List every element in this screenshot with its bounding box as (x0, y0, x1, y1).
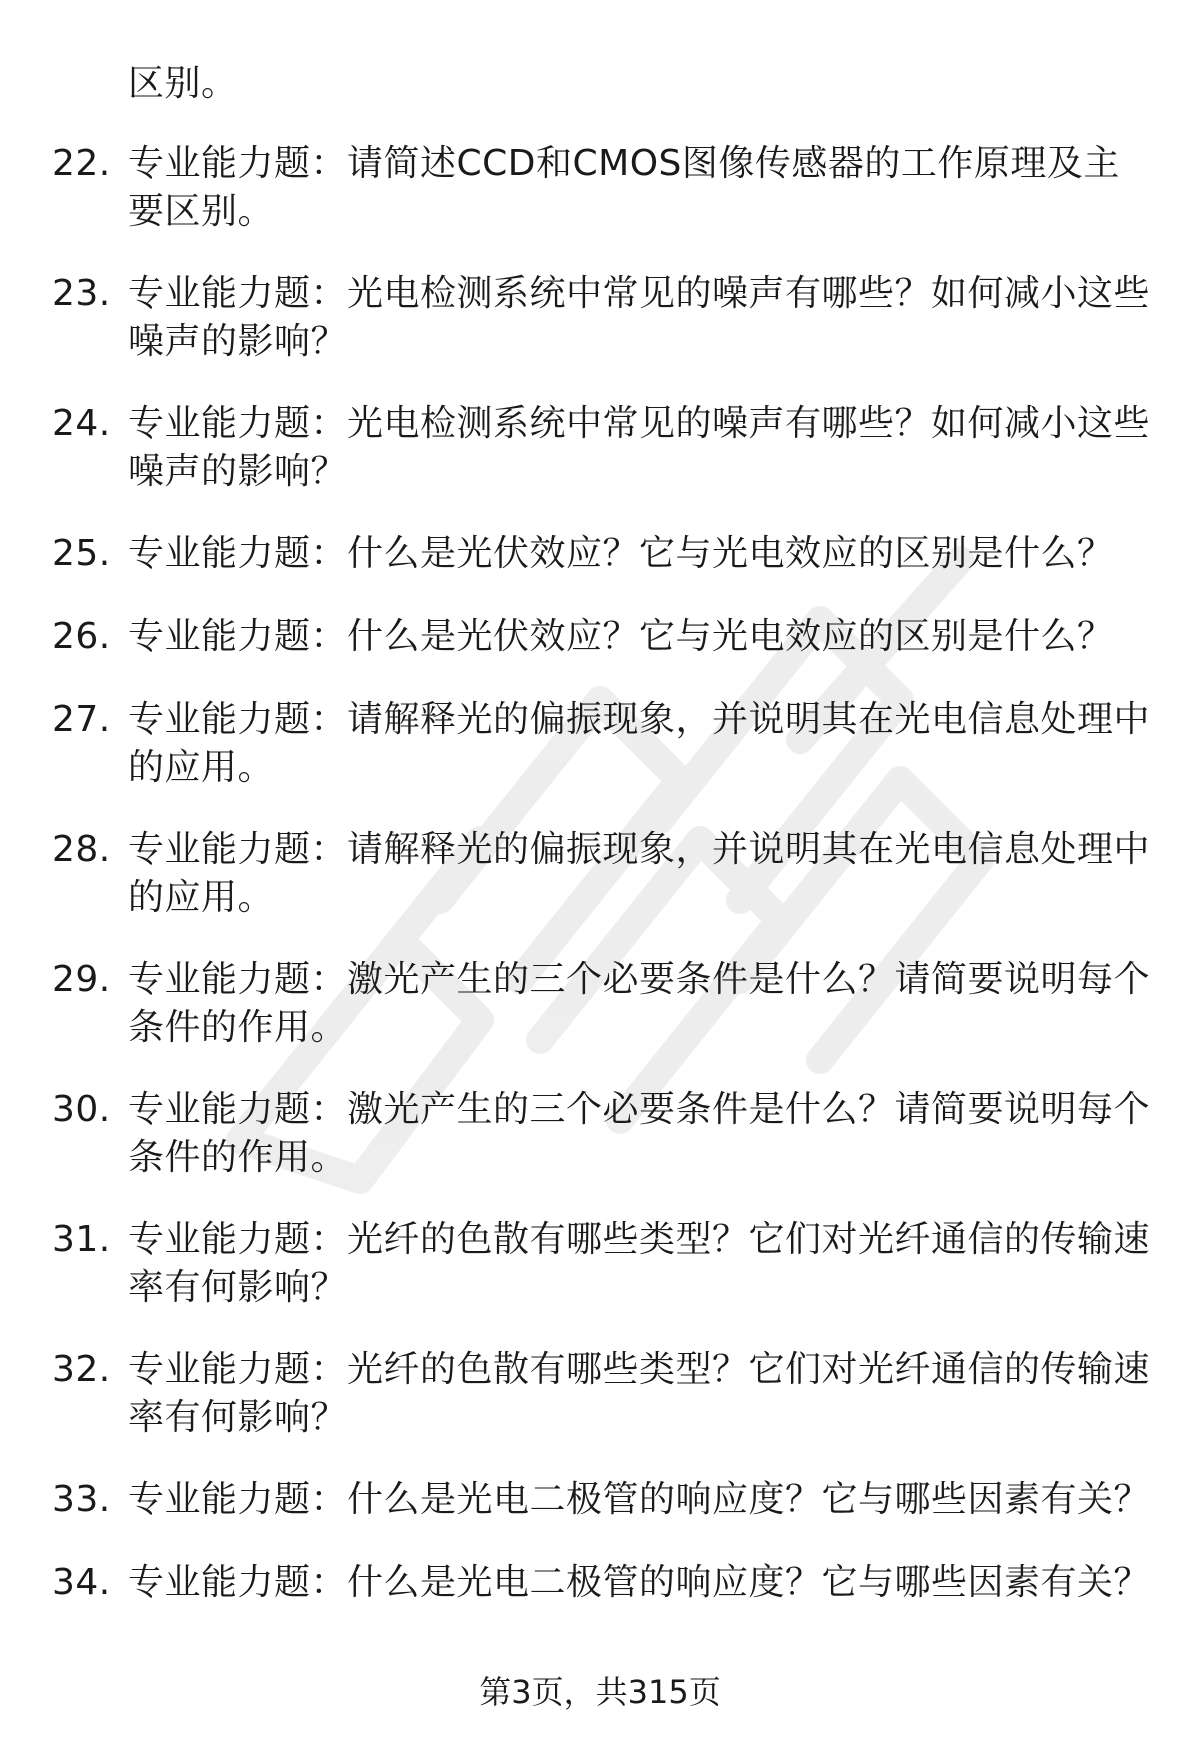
page-footer: 第3页，共315页 (479, 1673, 721, 1711)
question-text: 专业能力题：请简述CCD和CMOS图像传感器的工作原理及主要区别。 (128, 143, 1120, 232)
question-text: 专业能力题：请解释光的偏振现象，并说明其在光电信息处理中的应用。 (128, 699, 1151, 788)
question-number: 25. (52, 533, 111, 574)
question-number: 29. (52, 959, 111, 1000)
question-number: 28. (52, 829, 111, 870)
question-number: 34. (52, 1562, 111, 1603)
question-number: 27. (52, 699, 111, 740)
question-text: 专业能力题：光纤的色散有哪些类型？它们对光纤通信的传输速率有何影响？ (128, 1219, 1151, 1308)
list-item (0, 613, 1150, 696)
question-text: 专业能力题：光纤的色散有哪些类型？它们对光纤通信的传输速率有何影响？ (128, 1349, 1151, 1438)
list-item (0, 956, 1150, 1086)
question-text: 专业能力题：什么是光伏效应？它与光电效应的区别是什么？ (128, 616, 1114, 657)
question-text: 专业能力题：什么是光电二极管的响应度？它与哪些因素有关？ (128, 1562, 1151, 1603)
question-text: 专业能力题：激光产生的三个必要条件是什么？请简要说明每个条件的作用。 (128, 1089, 1151, 1178)
question-number: 30. (52, 1089, 111, 1130)
question-number: 33. (52, 1479, 111, 1520)
list-item (0, 1216, 1150, 1346)
list-item (0, 1559, 1150, 1642)
list-item (0, 696, 1150, 826)
question-number: 32. (52, 1349, 111, 1390)
question-text: 专业能力题：光电检测系统中常见的噪声有哪些？如何减小这些噪声的影响？ (128, 273, 1151, 362)
question-list (0, 140, 1200, 1642)
question-text: 专业能力题：光电检测系统中常见的噪声有哪些？如何减小这些噪声的影响？ (128, 403, 1151, 492)
list-item (0, 400, 1150, 530)
question-text: 专业能力题：什么是光电二极管的响应度？它与哪些因素有关？ (128, 1479, 1151, 1520)
question-text: 专业能力题：激光产生的三个必要条件是什么？请简要说明每个条件的作用。 (128, 959, 1151, 1048)
question-number: 23. (52, 273, 111, 314)
question-text: 专业能力题：什么是光伏效应？它与光电效应的区别是什么？ (128, 533, 1114, 574)
list-item (0, 1346, 1150, 1476)
question-number: 22. (52, 143, 111, 184)
continuation-text: 区别。 (128, 63, 238, 104)
question-number: 26. (52, 616, 111, 657)
list-item (0, 1086, 1150, 1216)
list-item (0, 826, 1150, 956)
question-text: 专业能力题：请解释光的偏振现象，并说明其在光电信息处理中的应用。 (128, 829, 1151, 918)
list-item (0, 270, 1150, 400)
list-item (0, 1476, 1150, 1559)
list-item (0, 140, 1150, 270)
list-item (0, 530, 1150, 613)
question-number: 31. (52, 1219, 111, 1260)
question-number: 24. (52, 403, 111, 444)
